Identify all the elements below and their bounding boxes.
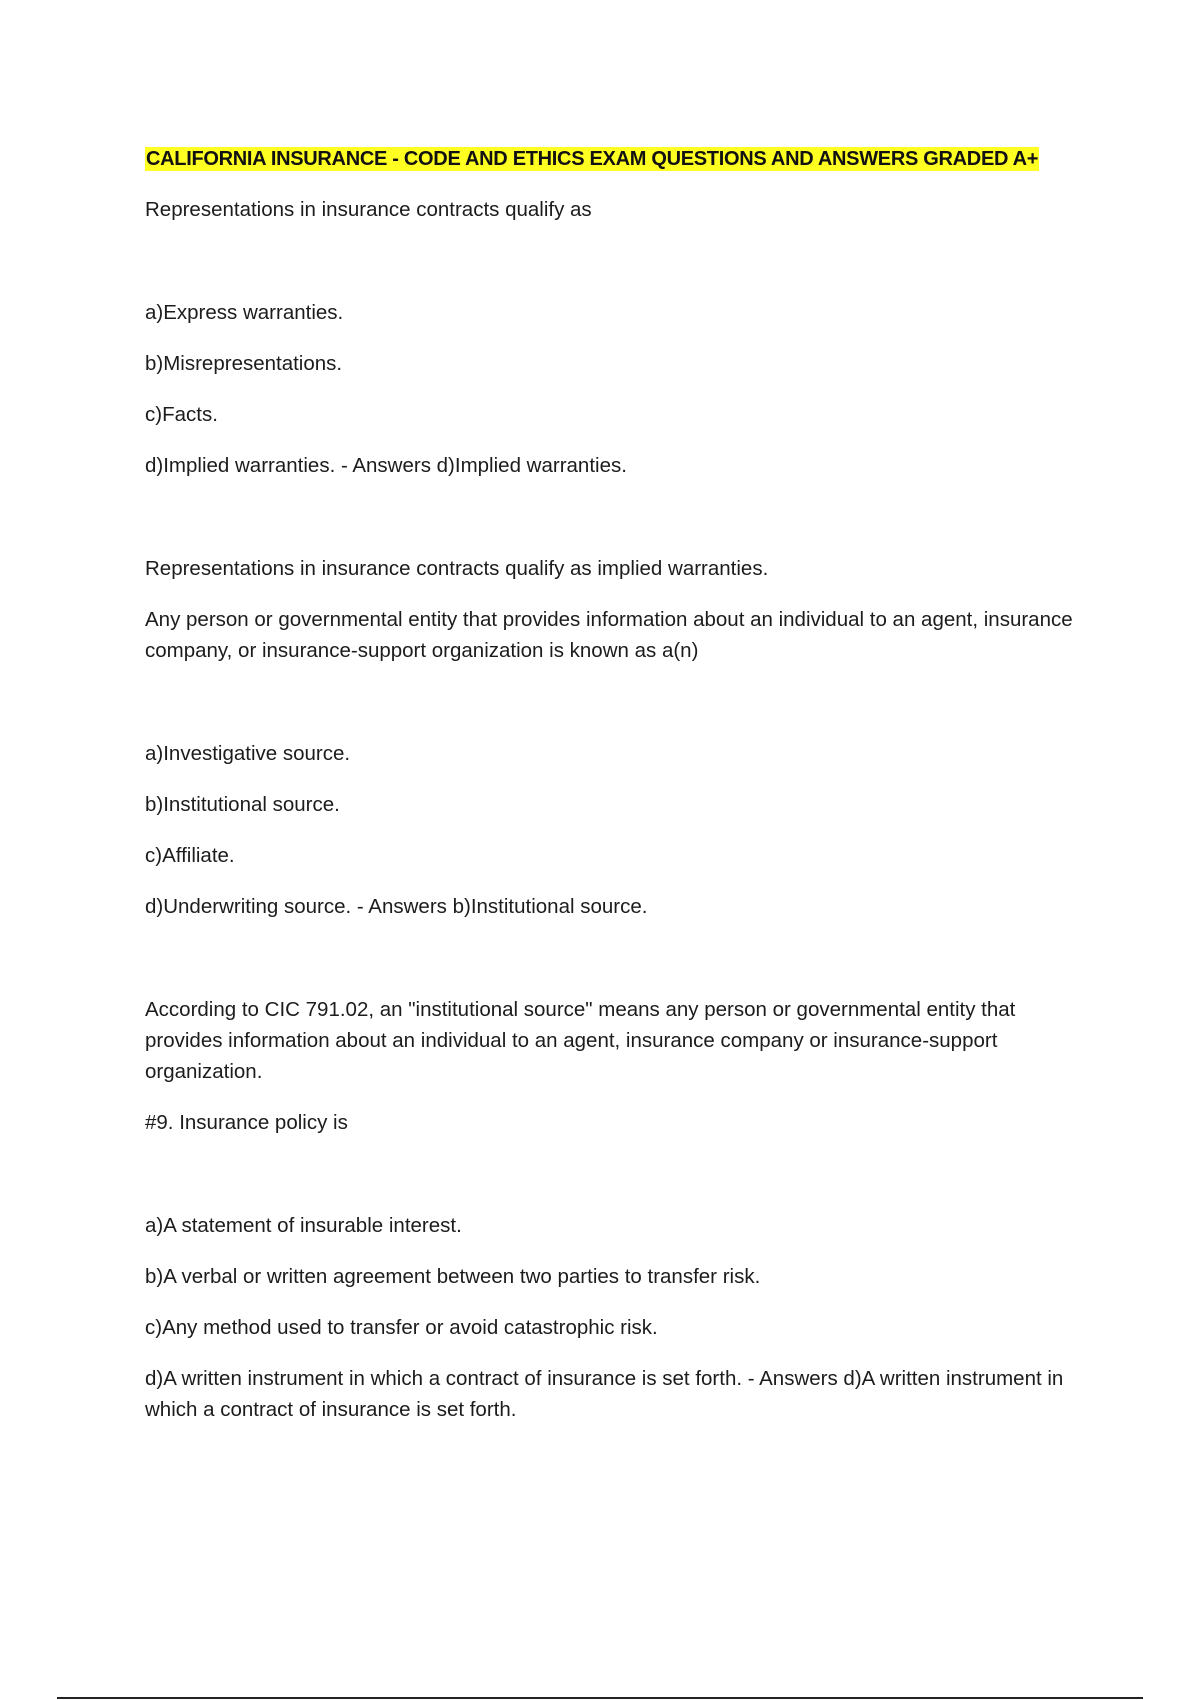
question-2-text: Any person or governmental entity that provides information about an individual to an agent, insurance company, or insurance-support organization is known as a(n) [145, 608, 1073, 662]
spacer [145, 686, 1095, 738]
question-1-text: Representations in insurance contracts qualify as [145, 198, 592, 221]
question-3-option-a: a)A statement of insurable interest. [145, 1214, 462, 1237]
spacer [145, 245, 1095, 297]
spacer [145, 1158, 1095, 1210]
question-3-text: #9. Insurance policy is [145, 1111, 348, 1134]
question-2-option-a: a)Investigative source. [145, 742, 351, 765]
question-3-option-d-answer: d)A written instrument in which a contract of insurance is set forth. - Answers d)A written instrument in which a contract of insurance is set forth. [145, 1367, 1064, 1421]
spacer [145, 942, 1095, 994]
document-title: CALIFORNIA INSURANCE - CODE AND ETHICS EXAM QUESTIONS AND ANSWERS GRADED A+ [146, 148, 1039, 170]
question-2-option-d-answer: d)Underwriting source. - Answers b)Institutional source. [145, 895, 648, 918]
spacer [145, 501, 1095, 553]
page-bottom-divider [57, 1697, 1143, 1699]
title-row [145, 143, 1095, 174]
question-1-option-b: b)Misrepresentations. [145, 352, 343, 375]
question-3-option-b: b)A verbal or written agreement between two parties to transfer risk. [145, 1265, 761, 1288]
question-2-explanation: According to CIC 791.02, an "institutional source" means any person or governmental entity that provides information about an individual to an agent, insurance company or insurance-support organization. [145, 998, 1016, 1083]
question-1-option-d-answer: d)Implied warranties. - Answers d)Implied warranties. [145, 454, 627, 477]
question-2-option-c: c)Affiliate. [145, 844, 235, 867]
question-3-option-c: c)Any method used to transfer or avoid catastrophic risk. [145, 1316, 658, 1339]
question-1-option-c: c)Facts. [145, 403, 218, 426]
question-2-option-b: b)Institutional source. [145, 793, 340, 816]
question-1-explanation: Representations in insurance contracts qualify as implied warranties. [145, 557, 769, 580]
question-1-option-a: a)Express warranties. [145, 301, 344, 324]
document-content [145, 143, 1095, 1445]
